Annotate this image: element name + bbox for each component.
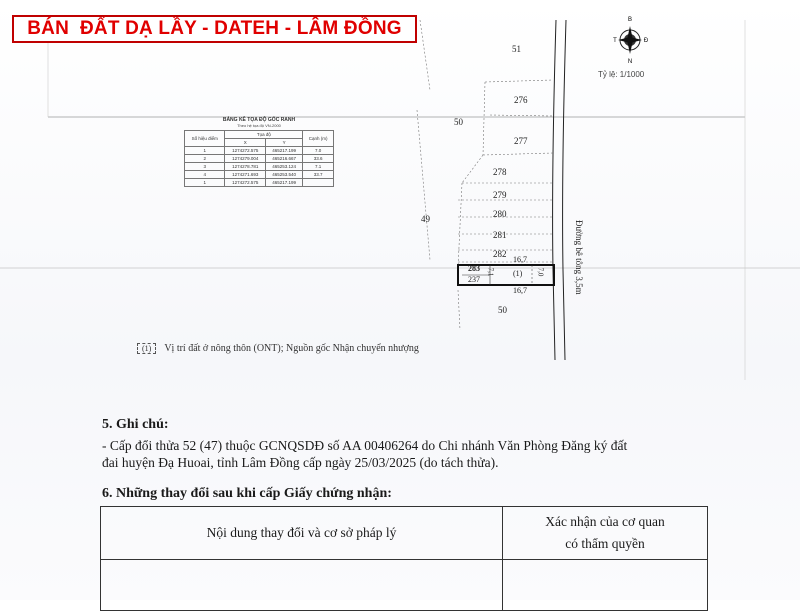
coord-x: 1274272.575 [225, 179, 265, 187]
subject-parcel-id: (1) [513, 269, 523, 278]
road-edge-right [563, 20, 566, 360]
subject-parcel-area: 237 [468, 275, 480, 284]
legend-text: Vị trí đất ở nông thôn (ONT); Nguồn gốc Nhận chuyển nhượng [164, 343, 419, 354]
parcel-label: 51 [512, 44, 521, 54]
confirmation-line-2: có thẩm quyền [565, 536, 645, 551]
section-5-heading: 5. Ghi chú: [102, 417, 169, 432]
parcel-label: 281 [493, 230, 507, 240]
coord-y: 465217.199 [265, 179, 302, 187]
parcel-label: 276 [514, 95, 528, 105]
parcel-label: 280 [493, 209, 507, 219]
coord-point-id: 4 [185, 171, 225, 179]
coord-header-id: Số hiệu điểm [185, 131, 225, 147]
coord-edge: 7.0 [303, 147, 334, 155]
confirmation-line-1: Xác nhận của cơ quan [545, 514, 665, 529]
coord-y: 465253.124 [265, 163, 302, 171]
coord-edge: 33.7 [303, 171, 334, 179]
map-legend [137, 343, 419, 354]
coord-point-id: 3 [185, 163, 225, 171]
compass-south: N [627, 59, 633, 64]
compass-east: Đ [643, 38, 648, 44]
coord-y: 465216.667 [265, 155, 302, 163]
road-label: Đường bê tông 3,5m [574, 220, 584, 295]
coord-y: 465217.199 [265, 147, 302, 155]
side-label-right: 7,0 [536, 267, 545, 277]
table-row [185, 179, 334, 187]
parcel-label: 50 [498, 305, 507, 315]
parcel-label: 50 [454, 117, 463, 127]
sale-banner: BÁN ĐẤT DẠ LẦY - DATEH - LÂM ĐỒNG [12, 15, 417, 43]
compass-west: T [613, 38, 617, 44]
coord-x: 1274278.781 [225, 163, 265, 171]
coord-table-title: BẢNG KÊ TỌA ĐỘ GÓC RANH [222, 117, 296, 123]
side-label-left: 7,1 [486, 267, 495, 277]
road-edge-left [553, 20, 556, 360]
coord-x: 1274272.575 [225, 147, 265, 155]
legend-symbol: (1) [137, 343, 156, 354]
table-row [101, 560, 708, 611]
coord-header-y: Y [265, 139, 302, 147]
coord-point-id: 1 [185, 147, 225, 155]
coord-y: 465253.540 [265, 171, 302, 179]
changes-cell [101, 560, 503, 611]
coord-point-id: 1 [185, 179, 225, 187]
coord-edge: 33.6 [303, 155, 334, 163]
parcel-label: 49 [421, 214, 430, 224]
coord-point-id: 2 [185, 155, 225, 163]
table-row [185, 155, 334, 163]
coord-edge [303, 179, 334, 187]
note-line: đai huyện Đạ Huoai, tỉnh Lâm Đồng cấp ngày 25/03/2025 (do tách thửa). [102, 455, 499, 470]
changes-col-confirmation [503, 507, 708, 560]
parcel-label: 277 [514, 136, 528, 146]
changes-table [100, 506, 708, 611]
parcel-label: 279 [493, 190, 507, 200]
coord-header-edge: Cạnh (m) [303, 131, 334, 147]
table-row [185, 163, 334, 171]
coordinate-table [184, 117, 334, 187]
table-row [185, 171, 334, 179]
table-row [185, 147, 334, 155]
coord-header-coords: Tọa độ [225, 131, 303, 139]
changes-col-content: Nội dung thay đổi và cơ sở pháp lý [101, 507, 503, 560]
compass-north: B [627, 17, 633, 23]
coord-edge: 7.1 [303, 163, 334, 171]
note-line: - Cấp đổi thửa 52 (47) thuộc GCNQSDĐ số AA 00406264 do Chi nhánh Văn Phòng Đăng ký đất [102, 438, 628, 453]
section-5-notes [102, 437, 702, 471]
width-label-bottom: 16,7 [513, 286, 527, 295]
changes-cell [503, 560, 708, 611]
coord-header-x: X [225, 139, 265, 147]
compass-icon [612, 14, 648, 64]
coord-table-subtitle: Theo hệ tọa độ VN-2000 [237, 123, 281, 128]
parcel-label: 278 [493, 167, 507, 177]
section-6-heading: 6. Những thay đổi sau khi cấp Giấy chứng nhận: [102, 486, 392, 501]
coord-x: 1274279.004 [225, 155, 265, 163]
map-scale: Tỷ lệ: 1/1000 [598, 70, 645, 79]
width-label-top: 16,7 [513, 255, 527, 264]
subject-parcel-number: 283 [468, 264, 480, 273]
parcel-boundaries [417, 20, 553, 330]
parcel-label: 282 [493, 249, 507, 259]
coord-x: 1274271.693 [225, 171, 265, 179]
